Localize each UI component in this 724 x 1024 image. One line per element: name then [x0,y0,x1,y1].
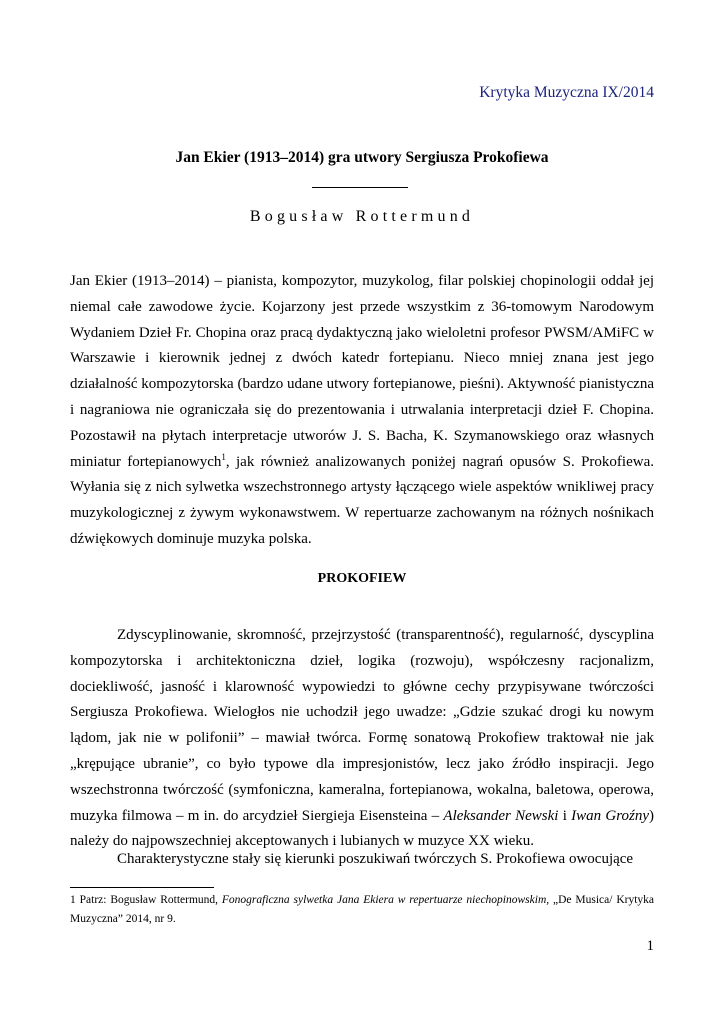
footnote-cited-title: Fonograficzna sylwetka Jana Ekiera w repertuarze niechopinowskim, [221,894,550,906]
paragraph-intro [70,269,654,553]
paragraph-intro-text-2: , jak również analizowanych poniżej nagrań opusów S. Prokofiewa. Wyłania się z nich sylwetka wszechstronnego artysty łączącego wiele aspektów wnikliwej pracy muzykologicznej z żywym wykonawstwem. W repertuarze zachowanym na różnych nośnikach dźwiękowych dominuje muzyka polska. [70,453,654,547]
paragraph-prokofiew-text-3: ) należy do najpowszechniej akceptowanych i lubianych w muzyce XX wieku. [70,807,655,850]
journal-header: Krytyka Muzyczna IX/2014 [479,84,654,101]
article-author: Bogusław Rottermund [249,208,475,225]
footnote-text-2: „De Musica/ Krytyka Muzyczna” 2014, nr 9. [70,894,655,925]
section-heading: PROKOFIEW [317,571,407,586]
paragraph-characteristic: Charakterystyczne stały się kierunki poszukiwań twórczych S. Prokofiewa owocujące [117,851,634,867]
paragraph-prokofiew-text-2: i [558,807,572,824]
title-divider [312,187,408,188]
film-title-newski: Aleksander Newski [443,807,559,824]
article-title: Jan Ekier (1913–2014) gra utwory Sergiusza Prokofiewa [175,149,549,166]
footnote-text-1: 1 Patrz: Bogusław Rottermund, [70,894,222,906]
footnote [70,891,654,929]
paragraph-prokofiew-text-1: Zdyscyplinowanie, skromność, przejrzystość (transparentność), regularność, dyscyplina kompozytorska i architektoniczna dzieł, logika (rozwoju), współczesny racjonalizm, dociekliwość, jasność i klarowność wypowiedzi to główne cechy przypisywane twórczości Sergiusza Prokofiewa. Wielogłos nie uchodził jego uwadze: „Gdzie szukać drogi ku nowym lądom, jak nie w polifonii” – mawiał twórca. Formę sonatową Prokofiew traktował nie jak „krępujące ubranie”, co było typowe dla impresjonistów, lecz jako źródło inspiracji. Jego wszechstronna twórczość (symfoniczna, kameralna, fortepianowa, wokalna, baletowa, operowa, muzyka filmowa – m in. do arcydzieł Siergieja Eisensteina – [70,627,654,824]
footnote-reference[interactable]: 1 [221,451,226,462]
page-number: 1 [646,938,654,954]
paragraph-intro-text-1: Jan Ekier (1913–2014) – pianista, kompozytor, muzykolog, filar polskiej chopinologii oddał jej niemal całe zawodowe życie. Kojarzony jest przede wszystkim z 36-tomowym Narodowym Wydaniem Dzieł Fr. Chopina oraz pracą dydaktyczną jako wieloletni profesor PWSM/AMiFC w Warszawie i kierownik jednej z dwóch katedr fortepianu. Nieco mniej znana jest jego działalność kompozytorska (bardzo udane utwory fortepianowe, pieśni). Aktywność pianistyczna i nagraniowa nie ograniczała się do prezentowania i utrwalania interpretacji dzieł F. Chopina. Pozostawił na płytach interpretacje utworów J. S. Bacha, K. Szymanowskiego oraz własnych miniatur fortepianowych [70,273,654,470]
footnote-divider [70,887,214,888]
film-title-grozny: Iwan Groźny [571,807,650,824]
paragraph-prokofiew [70,623,654,855]
